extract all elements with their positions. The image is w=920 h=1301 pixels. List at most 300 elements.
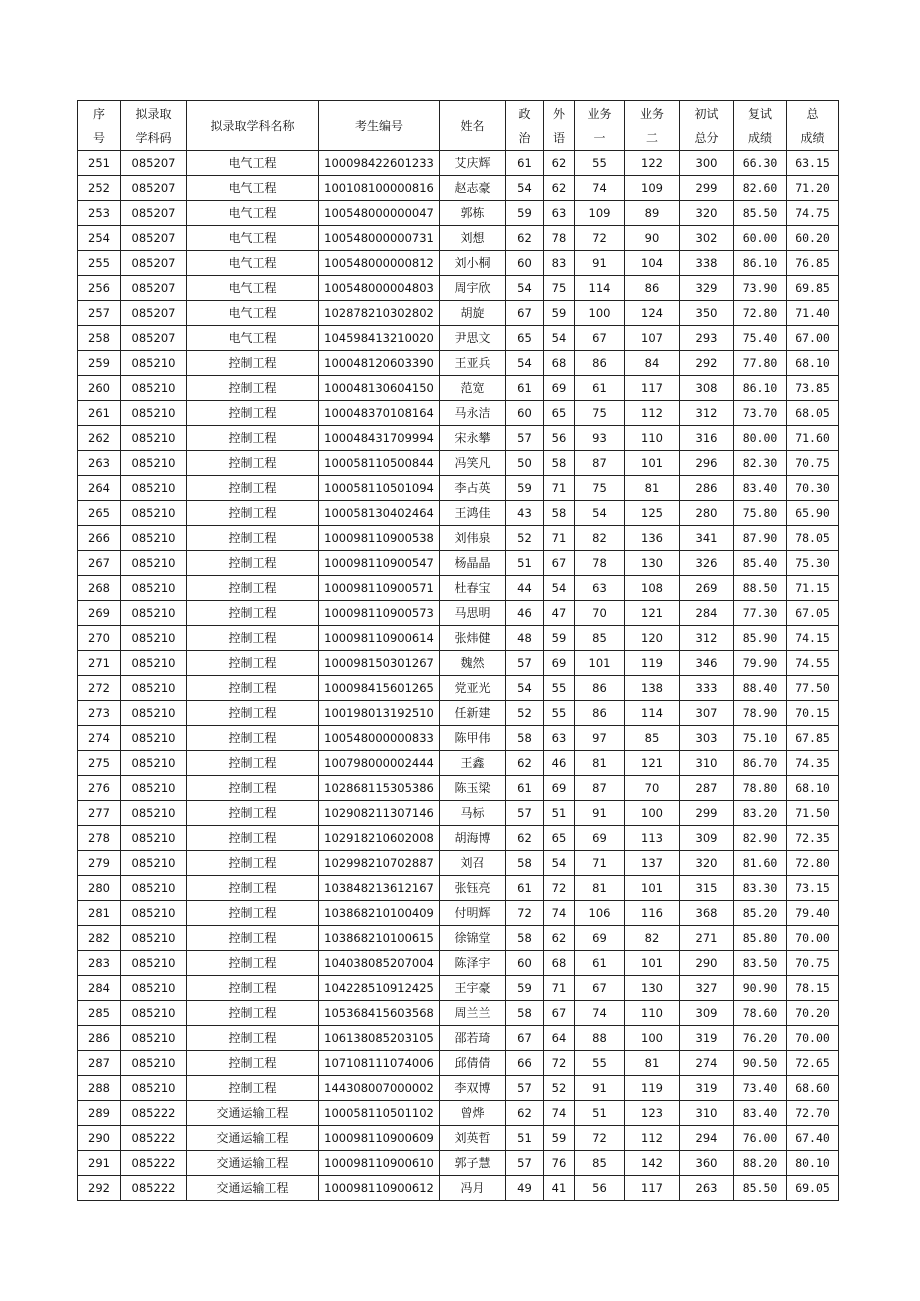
col-subject-name-cell: 控制工程 [187, 376, 319, 401]
col-serial-cell: 253 [78, 201, 121, 226]
col-final-score-cell: 71.50 [787, 801, 839, 826]
col-final-score-cell: 70.75 [787, 951, 839, 976]
col-retest-score-cell: 85.90 [734, 626, 787, 651]
col-subject-one-cell: 55 [575, 1051, 625, 1076]
col-subject-code-cell: 085207 [121, 251, 187, 276]
col-retest-score-cell: 76.20 [734, 1026, 787, 1051]
col-subject-two-cell: 70 [625, 776, 680, 801]
header-col-subject-one [575, 101, 625, 151]
col-name-cell: 李双博 [440, 1076, 506, 1101]
col-subject-name-cell: 电气工程 [187, 226, 319, 251]
col-prelim-total-cell: 286 [680, 476, 734, 501]
col-subject-name-cell: 控制工程 [187, 576, 319, 601]
col-subject-one-cell: 86 [575, 701, 625, 726]
col-final-score-cell: 70.20 [787, 1001, 839, 1026]
col-foreign-language-cell: 65 [544, 401, 575, 426]
col-subject-one-cell: 81 [575, 751, 625, 776]
col-final-score-cell: 74.15 [787, 626, 839, 651]
table-row [78, 526, 839, 551]
col-subject-name-cell: 控制工程 [187, 851, 319, 876]
col-subject-one-cell: 91 [575, 1076, 625, 1101]
col-candidate-id-cell: 100548000000047 [319, 201, 440, 226]
col-retest-score-cell: 81.60 [734, 851, 787, 876]
col-politics-cell: 58 [506, 851, 544, 876]
col-name-cell: 马标 [440, 801, 506, 826]
table-row [78, 301, 839, 326]
col-subject-code-cell: 085210 [121, 1051, 187, 1076]
table-row [78, 601, 839, 626]
col-politics-cell: 61 [506, 876, 544, 901]
col-prelim-total-cell: 308 [680, 376, 734, 401]
col-foreign-language-cell: 59 [544, 626, 575, 651]
col-final-score-cell: 65.90 [787, 501, 839, 526]
col-name-cell: 郭子慧 [440, 1151, 506, 1176]
col-subject-code-cell: 085210 [121, 376, 187, 401]
col-subject-two-cell: 121 [625, 601, 680, 626]
col-foreign-language-cell: 67 [544, 551, 575, 576]
col-subject-code-cell: 085222 [121, 1151, 187, 1176]
col-foreign-language-cell: 63 [544, 726, 575, 751]
col-subject-one-cell: 109 [575, 201, 625, 226]
col-serial-cell: 259 [78, 351, 121, 376]
header-col-serial [78, 101, 121, 151]
col-serial-cell: 254 [78, 226, 121, 251]
col-retest-score-cell: 73.40 [734, 1076, 787, 1101]
col-name-cell: 赵志豪 [440, 176, 506, 201]
col-subject-two-cell: 101 [625, 876, 680, 901]
col-subject-one-cell: 85 [575, 1151, 625, 1176]
header-col-retest-score [734, 101, 787, 151]
col-final-score-cell: 71.15 [787, 576, 839, 601]
header-text: 成绩 [800, 130, 825, 145]
col-candidate-id-cell: 104038085207004 [319, 951, 440, 976]
col-subject-name-cell: 控制工程 [187, 876, 319, 901]
col-prelim-total-cell: 350 [680, 301, 734, 326]
col-politics-cell: 72 [506, 901, 544, 926]
col-subject-two-cell: 108 [625, 576, 680, 601]
col-politics-cell: 67 [506, 301, 544, 326]
col-politics-cell: 59 [506, 976, 544, 1001]
col-subject-two-cell: 138 [625, 676, 680, 701]
col-politics-cell: 51 [506, 1126, 544, 1151]
col-candidate-id-cell: 100048370108164 [319, 401, 440, 426]
col-subject-one-cell: 63 [575, 576, 625, 601]
col-subject-code-cell: 085210 [121, 451, 187, 476]
table-row [78, 426, 839, 451]
col-subject-two-cell: 113 [625, 826, 680, 851]
col-retest-score-cell: 73.90 [734, 276, 787, 301]
header-text: 成绩 [747, 130, 772, 145]
col-final-score-cell: 80.10 [787, 1151, 839, 1176]
col-candidate-id-cell: 100058110501102 [319, 1101, 440, 1126]
col-subject-two-cell: 107 [625, 326, 680, 351]
col-candidate-id-cell: 100098110900610 [319, 1151, 440, 1176]
col-subject-one-cell: 87 [575, 776, 625, 801]
col-subject-one-cell: 75 [575, 476, 625, 501]
col-politics-cell: 59 [506, 201, 544, 226]
col-candidate-id-cell: 144308007000002 [319, 1076, 440, 1101]
col-subject-two-cell: 116 [625, 901, 680, 926]
col-final-score-cell: 78.15 [787, 976, 839, 1001]
col-retest-score-cell: 85.50 [734, 1176, 787, 1201]
col-serial-cell: 252 [78, 176, 121, 201]
col-subject-code-cell: 085210 [121, 576, 187, 601]
col-subject-name-cell: 交通运输工程 [187, 1151, 319, 1176]
col-foreign-language-cell: 64 [544, 1026, 575, 1051]
col-subject-one-cell: 100 [575, 301, 625, 326]
header-col-name [440, 101, 506, 151]
header-col-subject-name [187, 101, 319, 151]
col-prelim-total-cell: 319 [680, 1026, 734, 1051]
col-final-score-cell: 70.75 [787, 451, 839, 476]
col-final-score-cell: 78.05 [787, 526, 839, 551]
header-text: 总 [806, 106, 819, 121]
col-politics-cell: 54 [506, 176, 544, 201]
col-retest-score-cell: 88.40 [734, 676, 787, 701]
table-row [78, 351, 839, 376]
header-text: 序 [92, 106, 105, 121]
col-final-score-cell: 79.40 [787, 901, 839, 926]
col-politics-cell: 50 [506, 451, 544, 476]
table-row [78, 151, 839, 176]
table-row [78, 251, 839, 276]
col-subject-code-cell: 085210 [121, 851, 187, 876]
col-prelim-total-cell: 360 [680, 1151, 734, 1176]
col-politics-cell: 57 [506, 1076, 544, 1101]
col-subject-name-cell: 控制工程 [187, 501, 319, 526]
col-subject-two-cell: 109 [625, 176, 680, 201]
col-candidate-id-cell: 106138085203105 [319, 1026, 440, 1051]
col-final-score-cell: 63.15 [787, 151, 839, 176]
col-final-score-cell: 72.35 [787, 826, 839, 851]
col-final-score-cell: 69.85 [787, 276, 839, 301]
col-subject-name-cell: 控制工程 [187, 426, 319, 451]
table-row [78, 1001, 839, 1026]
col-subject-one-cell: 56 [575, 1176, 625, 1201]
col-name-cell: 王鑫 [440, 751, 506, 776]
col-subject-one-cell: 81 [575, 876, 625, 901]
col-prelim-total-cell: 326 [680, 551, 734, 576]
col-final-score-cell: 74.75 [787, 201, 839, 226]
table-row [78, 826, 839, 851]
col-subject-name-cell: 控制工程 [187, 601, 319, 626]
col-prelim-total-cell: 319 [680, 1076, 734, 1101]
col-foreign-language-cell: 72 [544, 876, 575, 901]
col-serial-cell: 284 [78, 976, 121, 1001]
col-subject-code-cell: 085210 [121, 626, 187, 651]
col-subject-name-cell: 控制工程 [187, 651, 319, 676]
col-foreign-language-cell: 62 [544, 151, 575, 176]
col-foreign-language-cell: 69 [544, 651, 575, 676]
col-subject-code-cell: 085210 [121, 401, 187, 426]
col-foreign-language-cell: 59 [544, 1126, 575, 1151]
col-name-cell: 张钰亮 [440, 876, 506, 901]
col-retest-score-cell: 75.40 [734, 326, 787, 351]
col-prelim-total-cell: 309 [680, 826, 734, 851]
col-subject-two-cell: 117 [625, 376, 680, 401]
col-subject-name-cell: 控制工程 [187, 726, 319, 751]
col-subject-two-cell: 122 [625, 151, 680, 176]
col-name-cell: 刘英哲 [440, 1126, 506, 1151]
col-candidate-id-cell: 100048431709994 [319, 426, 440, 451]
col-subject-code-cell: 085210 [121, 601, 187, 626]
col-serial-cell: 258 [78, 326, 121, 351]
col-subject-name-cell: 电气工程 [187, 201, 319, 226]
col-subject-name-cell: 控制工程 [187, 551, 319, 576]
col-prelim-total-cell: 309 [680, 1001, 734, 1026]
table-row [78, 951, 839, 976]
col-politics-cell: 43 [506, 501, 544, 526]
header-text: 治 [518, 130, 531, 145]
col-politics-cell: 61 [506, 776, 544, 801]
col-foreign-language-cell: 71 [544, 526, 575, 551]
col-politics-cell: 57 [506, 801, 544, 826]
col-retest-score-cell: 77.80 [734, 351, 787, 376]
col-subject-one-cell: 86 [575, 351, 625, 376]
table-body [78, 151, 839, 1201]
col-final-score-cell: 77.50 [787, 676, 839, 701]
col-subject-name-cell: 电气工程 [187, 151, 319, 176]
col-subject-one-cell: 72 [575, 1126, 625, 1151]
col-subject-two-cell: 82 [625, 926, 680, 951]
col-retest-score-cell: 83.40 [734, 476, 787, 501]
col-subject-two-cell: 125 [625, 501, 680, 526]
col-politics-cell: 59 [506, 476, 544, 501]
col-subject-name-cell: 控制工程 [187, 976, 319, 1001]
col-politics-cell: 62 [506, 1101, 544, 1126]
col-subject-one-cell: 55 [575, 151, 625, 176]
col-serial-cell: 264 [78, 476, 121, 501]
col-foreign-language-cell: 47 [544, 601, 575, 626]
col-subject-two-cell: 110 [625, 1001, 680, 1026]
col-subject-two-cell: 90 [625, 226, 680, 251]
col-subject-code-cell: 085210 [121, 901, 187, 926]
col-subject-name-cell: 控制工程 [187, 476, 319, 501]
table-row [78, 1151, 839, 1176]
col-subject-name-cell: 控制工程 [187, 776, 319, 801]
col-candidate-id-cell: 100098110900571 [319, 576, 440, 601]
col-candidate-id-cell: 100098110900609 [319, 1126, 440, 1151]
col-candidate-id-cell: 103848213612167 [319, 876, 440, 901]
col-serial-cell: 262 [78, 426, 121, 451]
table-row [78, 1026, 839, 1051]
col-prelim-total-cell: 302 [680, 226, 734, 251]
col-final-score-cell: 70.15 [787, 701, 839, 726]
col-final-score-cell: 67.05 [787, 601, 839, 626]
col-foreign-language-cell: 59 [544, 301, 575, 326]
col-final-score-cell: 68.05 [787, 401, 839, 426]
col-prelim-total-cell: 299 [680, 801, 734, 826]
admission-score-table [77, 100, 839, 1201]
col-foreign-language-cell: 62 [544, 926, 575, 951]
table-row [78, 576, 839, 601]
header-text: 学科码 [135, 130, 172, 145]
col-serial-cell: 281 [78, 901, 121, 926]
col-final-score-cell: 67.85 [787, 726, 839, 751]
col-subject-name-cell: 控制工程 [187, 676, 319, 701]
col-foreign-language-cell: 52 [544, 1076, 575, 1101]
col-candidate-id-cell: 102908211307146 [319, 801, 440, 826]
col-subject-one-cell: 97 [575, 726, 625, 751]
col-retest-score-cell: 78.90 [734, 701, 787, 726]
col-candidate-id-cell: 103868210100615 [319, 926, 440, 951]
col-retest-score-cell: 60.00 [734, 226, 787, 251]
col-prelim-total-cell: 312 [680, 626, 734, 651]
col-serial-cell: 266 [78, 526, 121, 551]
header-col-subject-code [121, 101, 187, 151]
col-final-score-cell: 73.15 [787, 876, 839, 901]
col-subject-code-cell: 085207 [121, 276, 187, 301]
col-subject-one-cell: 93 [575, 426, 625, 451]
col-name-cell: 范宽 [440, 376, 506, 401]
table-row [78, 451, 839, 476]
header-text: 考生编号 [354, 118, 403, 133]
col-politics-cell: 66 [506, 1051, 544, 1076]
col-subject-code-cell: 085207 [121, 326, 187, 351]
col-name-cell: 冯月 [440, 1176, 506, 1201]
col-serial-cell: 292 [78, 1176, 121, 1201]
col-politics-cell: 57 [506, 426, 544, 451]
col-final-score-cell: 68.10 [787, 776, 839, 801]
col-prelim-total-cell: 316 [680, 426, 734, 451]
col-candidate-id-cell: 103868210100409 [319, 901, 440, 926]
col-politics-cell: 61 [506, 151, 544, 176]
col-serial-cell: 283 [78, 951, 121, 976]
col-foreign-language-cell: 74 [544, 901, 575, 926]
header-text: 语 [552, 130, 565, 145]
col-retest-score-cell: 83.20 [734, 801, 787, 826]
col-serial-cell: 267 [78, 551, 121, 576]
col-retest-score-cell: 75.80 [734, 501, 787, 526]
col-politics-cell: 46 [506, 601, 544, 626]
col-subject-name-cell: 电气工程 [187, 326, 319, 351]
table-row [78, 1051, 839, 1076]
col-name-cell: 付明辉 [440, 901, 506, 926]
header-row [78, 101, 839, 151]
col-serial-cell: 291 [78, 1151, 121, 1176]
col-foreign-language-cell: 72 [544, 1051, 575, 1076]
col-prelim-total-cell: 271 [680, 926, 734, 951]
header-col-foreign-language [544, 101, 575, 151]
col-subject-two-cell: 100 [625, 801, 680, 826]
header-text: 姓名 [460, 118, 485, 133]
col-name-cell: 刘召 [440, 851, 506, 876]
col-politics-cell: 58 [506, 726, 544, 751]
col-retest-score-cell: 82.30 [734, 451, 787, 476]
col-candidate-id-cell: 100098150301267 [319, 651, 440, 676]
col-subject-name-cell: 控制工程 [187, 1001, 319, 1026]
col-subject-code-cell: 085207 [121, 301, 187, 326]
table-row [78, 401, 839, 426]
col-subject-name-cell: 控制工程 [187, 901, 319, 926]
col-serial-cell: 275 [78, 751, 121, 776]
col-subject-two-cell: 104 [625, 251, 680, 276]
col-serial-cell: 279 [78, 851, 121, 876]
col-candidate-id-cell: 100098110900538 [319, 526, 440, 551]
col-subject-two-cell: 85 [625, 726, 680, 751]
col-retest-score-cell: 82.60 [734, 176, 787, 201]
col-subject-code-cell: 085210 [121, 926, 187, 951]
col-subject-one-cell: 91 [575, 251, 625, 276]
table-row [78, 276, 839, 301]
col-retest-score-cell: 82.90 [734, 826, 787, 851]
col-candidate-id-cell: 100098422601233 [319, 151, 440, 176]
col-foreign-language-cell: 74 [544, 1101, 575, 1126]
col-serial-cell: 276 [78, 776, 121, 801]
col-subject-two-cell: 101 [625, 951, 680, 976]
col-retest-score-cell: 77.30 [734, 601, 787, 626]
col-foreign-language-cell: 68 [544, 951, 575, 976]
col-subject-two-cell: 130 [625, 976, 680, 1001]
col-subject-code-cell: 085210 [121, 876, 187, 901]
col-name-cell: 邱倩倩 [440, 1051, 506, 1076]
col-final-score-cell: 71.40 [787, 301, 839, 326]
col-final-score-cell: 70.30 [787, 476, 839, 501]
table-row [78, 376, 839, 401]
col-subject-one-cell: 70 [575, 601, 625, 626]
col-subject-name-cell: 控制工程 [187, 951, 319, 976]
col-name-cell: 杜春宝 [440, 576, 506, 601]
col-politics-cell: 62 [506, 751, 544, 776]
col-name-cell: 徐锦堂 [440, 926, 506, 951]
col-subject-one-cell: 91 [575, 801, 625, 826]
col-candidate-id-cell: 105368415603568 [319, 1001, 440, 1026]
col-name-cell: 刘小桐 [440, 251, 506, 276]
col-prelim-total-cell: 287 [680, 776, 734, 801]
col-politics-cell: 58 [506, 1001, 544, 1026]
col-subject-code-cell: 085210 [121, 801, 187, 826]
col-serial-cell: 280 [78, 876, 121, 901]
col-retest-score-cell: 79.90 [734, 651, 787, 676]
col-retest-score-cell: 66.30 [734, 151, 787, 176]
col-subject-two-cell: 100 [625, 1026, 680, 1051]
col-subject-two-cell: 110 [625, 426, 680, 451]
col-candidate-id-cell: 100548000004803 [319, 276, 440, 301]
col-serial-cell: 261 [78, 401, 121, 426]
header-text: 一 [593, 130, 606, 145]
col-retest-score-cell: 88.20 [734, 1151, 787, 1176]
col-retest-score-cell: 72.80 [734, 301, 787, 326]
col-subject-name-cell: 控制工程 [187, 351, 319, 376]
col-prelim-total-cell: 284 [680, 601, 734, 626]
col-name-cell: 胡海博 [440, 826, 506, 851]
table-header [78, 101, 839, 151]
col-name-cell: 张炜健 [440, 626, 506, 651]
col-foreign-language-cell: 67 [544, 1001, 575, 1026]
col-subject-name-cell: 控制工程 [187, 1051, 319, 1076]
table-row [78, 476, 839, 501]
col-candidate-id-cell: 100048130604150 [319, 376, 440, 401]
col-name-cell: 周兰兰 [440, 1001, 506, 1026]
col-candidate-id-cell: 102918210602008 [319, 826, 440, 851]
col-candidate-id-cell: 100098110900614 [319, 626, 440, 651]
table-row [78, 701, 839, 726]
col-candidate-id-cell: 102878210302802 [319, 301, 440, 326]
col-subject-one-cell: 67 [575, 326, 625, 351]
col-subject-code-cell: 085207 [121, 226, 187, 251]
table-row [78, 676, 839, 701]
col-foreign-language-cell: 71 [544, 476, 575, 501]
col-subject-code-cell: 085210 [121, 651, 187, 676]
col-retest-score-cell: 75.10 [734, 726, 787, 751]
col-retest-score-cell: 83.30 [734, 876, 787, 901]
col-subject-two-cell: 121 [625, 751, 680, 776]
col-subject-code-cell: 085210 [121, 951, 187, 976]
col-serial-cell: 269 [78, 601, 121, 626]
col-politics-cell: 52 [506, 701, 544, 726]
col-prelim-total-cell: 294 [680, 1126, 734, 1151]
col-politics-cell: 60 [506, 951, 544, 976]
